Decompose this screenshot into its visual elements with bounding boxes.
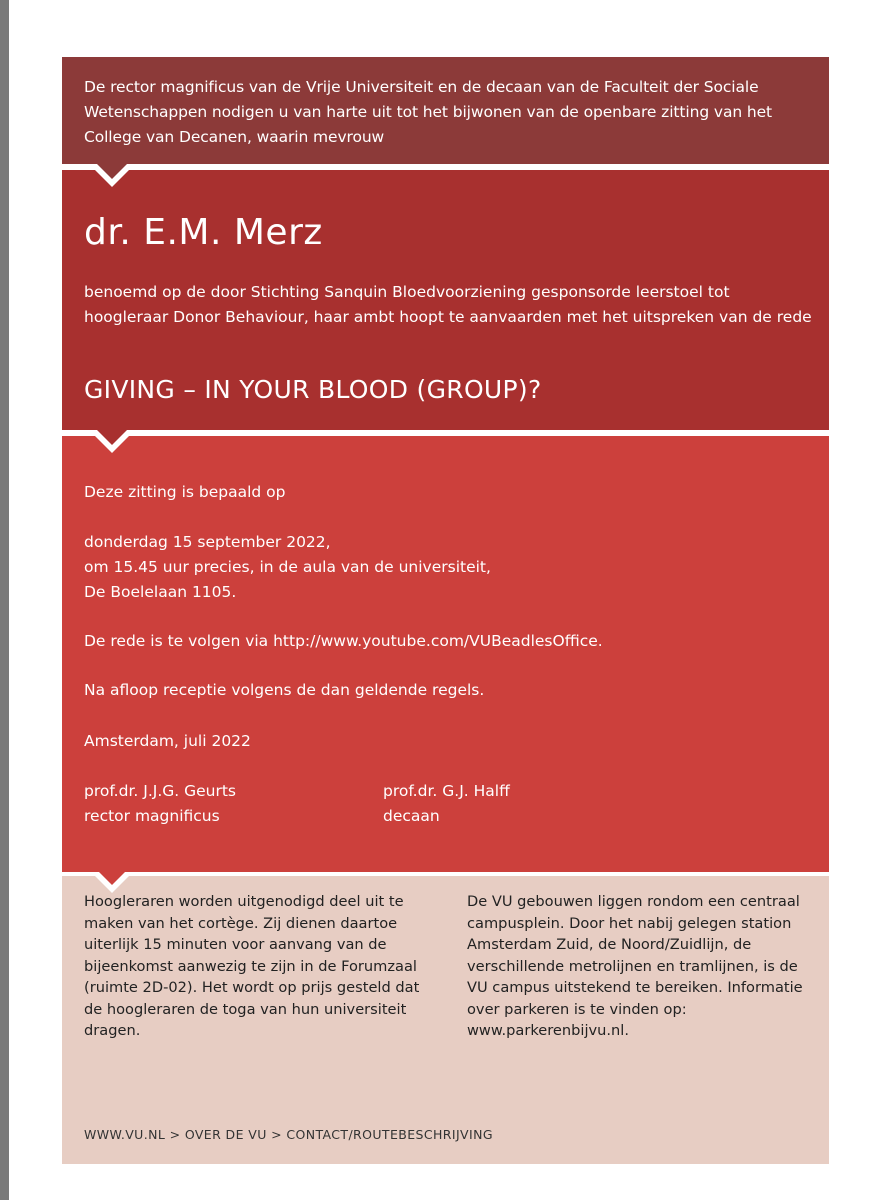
session-time-place: om 15.45 uur precies, in de aula van de universiteit,	[84, 558, 491, 576]
reception-info: Na afloop receptie volgens de dan geldende regels.	[84, 681, 485, 699]
lecture-title: GIVING – IN YOUR BLOOD (GROUP)?	[84, 375, 542, 404]
section-arrow-inner	[97, 870, 127, 885]
info-section	[62, 876, 829, 1164]
location-info: De VU gebouwen liggen rondom een centraal campusplein. Door het nabij gelegen station Amsterdam Zuid, de Noord/Zuidlijn, de verschillende metrolijnen en tramlijnen, is de VU campus uitstekend te bereiken. Informatie over parkeren is te vinden op: www.parkerenbijvu.nl.	[467, 893, 803, 1039]
appointment-text: benoemd op de door Stichting Sanquin Bloedvoorziening gesponsorde leerstoel tot hoogleraar Donor Behaviour, haar ambt hoopt te aanvaarden met het uitspreken van de rede	[84, 283, 812, 326]
stream-info: De rede is te volgen via http://www.youtube.com/VUBeadlesOffice.	[84, 632, 603, 650]
signatory-rector	[84, 779, 236, 829]
procession-info: Hoogleraren worden uitgenodigd deel uit te maken van het cortège. Zij dienen daartoe uiterlijk 15 minuten voor aanvang van de bijeenkomst aanwezig te zijn in de Forumzaal (ruimte 2D-02). Het wordt op prijs gesteld dat de hoogleraren de toga van hun universiteit dragen.	[84, 893, 420, 1039]
signatory-name: prof.dr. G.J. Halff	[383, 782, 510, 800]
section-arrow-inner	[97, 164, 127, 179]
session-intro: Deze zitting is bepaald op	[84, 483, 286, 501]
invitation-page	[9, 0, 883, 1200]
place-date: Amsterdam, juli 2022	[84, 732, 251, 750]
speaker-section	[62, 170, 829, 430]
footer-route-link[interactable]: WWW.VU.NL > OVER DE VU > CONTACT/ROUTEBESCHRIJVING	[84, 1127, 493, 1142]
signatory-dean	[383, 779, 510, 829]
details-section	[62, 436, 829, 872]
session-address: De Boelelaan 1105.	[84, 583, 237, 601]
signatory-name: prof.dr. J.J.G. Geurts	[84, 782, 237, 800]
signatory-role: decaan	[383, 807, 440, 825]
intro-text: De rector magnificus van de Vrije Universiteit en de decaan van de Faculteit der Sociale Wetenschappen nodigen u van harte uit tot het bijwonen van de openbare zitting van het College van Decanen, waarin mevrouw	[84, 78, 773, 146]
section-arrow-inner	[97, 430, 127, 445]
signatory-role: rector magnificus	[84, 807, 220, 825]
session-date: donderdag 15 september 2022,	[84, 533, 331, 551]
speaker-name: dr. E.M. Merz	[84, 212, 323, 253]
intro-section	[62, 57, 829, 164]
